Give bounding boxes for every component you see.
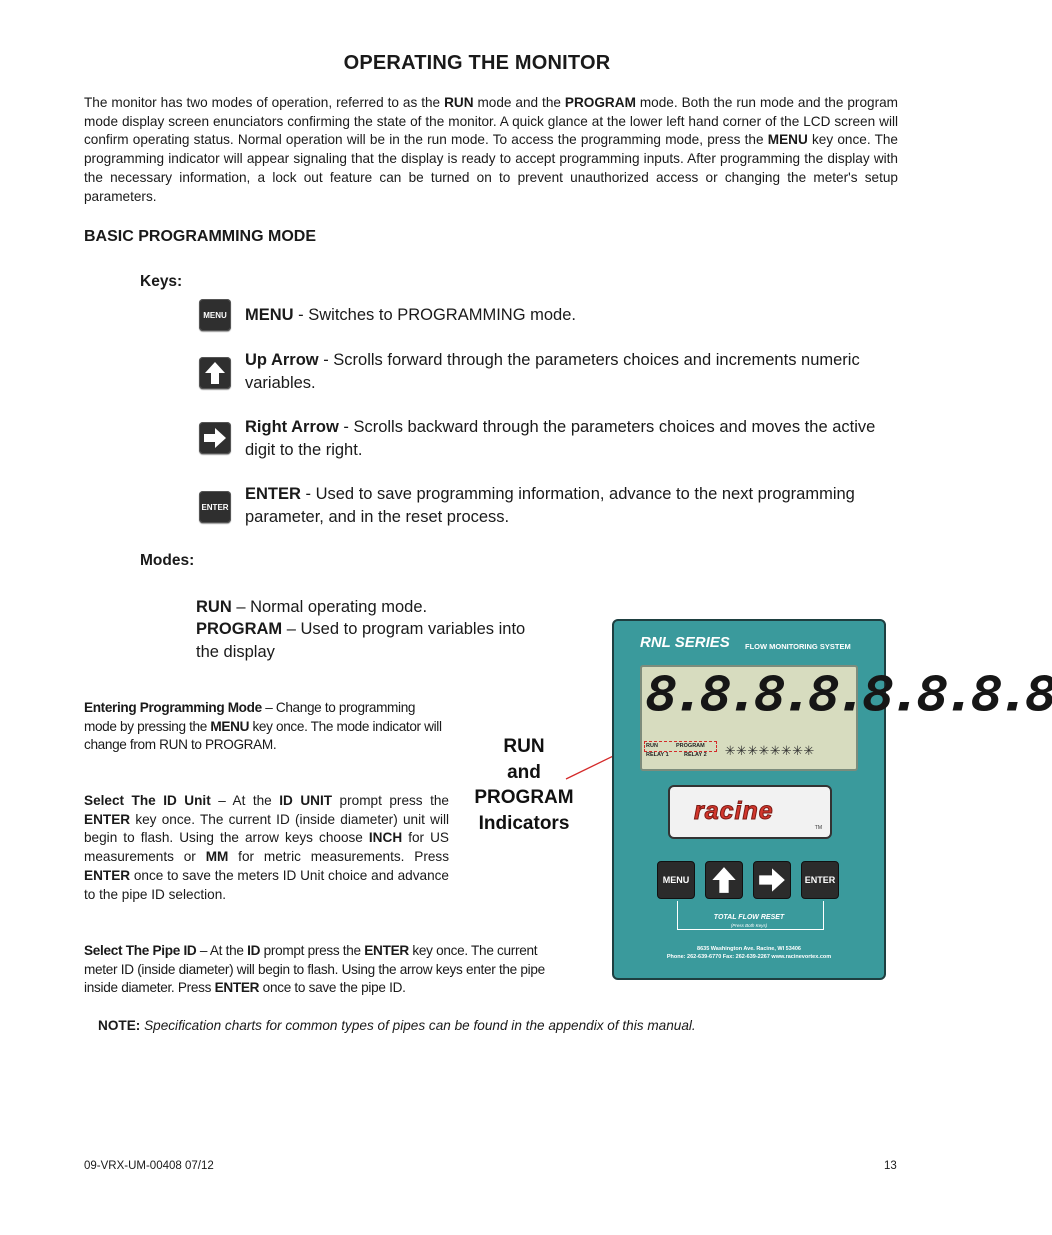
intro-paragraph: The monitor has two modes of operation, referred to as the RUN mode and the PROGRAM mode. Both the run mode and the program mode display screen enunciators confirming the state of the monitor. A quick glance at the lower left hand corner of the LCD screen will confirm operating status. Normal operation will be in the run mode. To access the programming mode, press the MENU key once. The programming indicator will appear signaling that the display is ready to accept programming inputs. After programming the display with the necessary information, a lock out feature can be turned on to prevent unauthorized access or changing the meter's setup parameters.	[84, 95, 898, 204]
device-address: 8635 Washington Ave. Racine, WI 53406	[697, 946, 801, 952]
key-desc-right-arrow: Right Arrow - Scrolls backward through the parameters choices and moves the active digit to the right.	[245, 418, 876, 459]
keys-label: Keys:	[140, 273, 183, 290]
racine-logo: racine	[694, 797, 774, 825]
up-arrow-icon	[199, 357, 231, 389]
rnl-monitor-device	[612, 619, 1052, 980]
footer-doc-id: 09-VRX-UM-00408 07/12	[84, 1160, 214, 1172]
select-id-unit-paragraph: Select The ID Unit – At the ID UNIT prompt press the ENTER key once. The current ID (inside diameter) unit will begin to flash. Using the arrow keys choose INCH for US measurements or MM for metric measurements. Press ENTER once to save the meters ID Unit choice and advance to the pipe ID selection.	[84, 793, 450, 902]
mode-program: PROGRAM – Used to program variables into the display	[196, 620, 526, 661]
indicator-callout: RUN and PROGRAM Indicators	[474, 736, 574, 834]
key-desc-up-arrow: Up Arrow - Scrolls forward through the parameters choices and increments numeric variables.	[245, 351, 860, 392]
lcd-digits: 8.8.8.8.8.8.8.8	[645, 667, 1052, 722]
device-series-label: RNL SERIES	[640, 634, 730, 651]
key-desc-menu: MENU - Switches to PROGRAMMING mode.	[245, 306, 576, 324]
page-number: 13	[884, 1160, 897, 1172]
mode-run: RUN – Normal operating mode.	[196, 598, 428, 616]
run-indicator: RUN	[646, 743, 658, 749]
relay1-indicator: RELAY 1	[646, 752, 669, 758]
device-menu-button: MENU	[657, 861, 695, 899]
section-heading: BASIC PROGRAMMING MODE	[84, 228, 316, 245]
program-indicator: PROGRAM	[676, 743, 705, 749]
key-desc-enter: ENTER - Used to save programming information, advance to the next programming parameter, and in the reset process.	[245, 485, 855, 526]
lcd-alpha-segments: ✳✳✳✳✳✳✳✳	[725, 740, 815, 760]
note: NOTE: Specification charts for common types of pipes can be found in the appendix of this manual.	[98, 1018, 696, 1033]
enter-key-icon: ENTER	[199, 491, 231, 523]
device-right-arrow-icon	[753, 861, 791, 899]
press-both-keys-label: (Press Both Keys)	[730, 923, 768, 928]
right-arrow-icon	[199, 422, 231, 454]
lcd-screen	[640, 665, 1052, 771]
total-flow-reset-label: TOTAL FLOW RESET	[713, 914, 785, 921]
racine-logo-panel: racine TM	[668, 785, 832, 839]
device-up-arrow-icon	[705, 861, 743, 899]
select-pipe-id-paragraph: Select The Pipe ID – At the ID prompt press the ENTER key once. The current meter ID (inside diameter) will begin to flash. Using the arrow keys enter the pipe inside diameter. Press ENTER once to save the pipe ID.	[84, 943, 545, 996]
device-subtitle: FLOW MONITORING SYSTEM	[745, 642, 851, 651]
menu-key-icon: MENU	[199, 299, 231, 331]
entering-programming-paragraph: Entering Programming Mode – Change to programming mode by pressing the MENU key once. The mode indicator will change from RUN to PROGRAM.	[84, 700, 442, 753]
modes-label: Modes:	[140, 552, 195, 569]
device-enter-button: ENTER	[801, 861, 839, 899]
page-title: OPERATING THE MONITOR	[343, 52, 611, 74]
relay2-indicator: RELAY 2	[684, 752, 707, 758]
device-phone: Phone: 262-639-6770 Fax: 262-639-2267 www.racinevortex.com	[666, 954, 832, 960]
